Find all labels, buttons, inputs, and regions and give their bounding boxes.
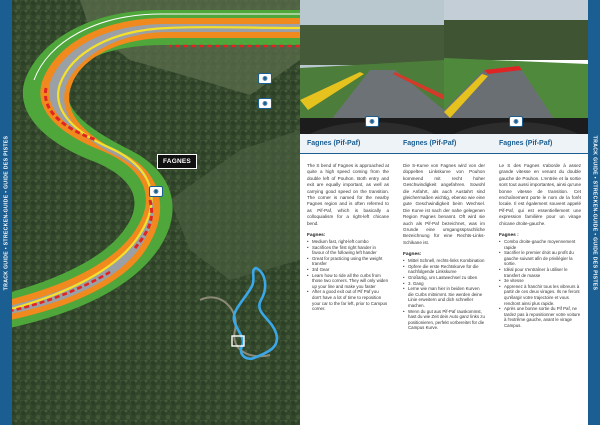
right-page-text	[300, 0, 600, 425]
camera-marker-3[interactable]: ◉	[149, 186, 163, 197]
tips-list	[307, 239, 389, 312]
tip-item: • Wenn du gut aus Pif-Paf rauskommst, hast du wie Zeit dein Auto ganz links zu positionieren, perfekt vorbereitet für die Campus Kurve.	[403, 309, 485, 331]
tip-item: • Learn how to ride all the curbs from those two corners. They will only widen up your line and make you faster	[307, 273, 389, 290]
tip-item: • Lerne wie man hier in beiden Kurven die Curbs mitnimmt. Sie werden deine Linie erweitern und dich schneller machen.	[403, 286, 485, 308]
tip-item: • Medium fast, right-left combo	[307, 239, 389, 245]
tip-item: • Opfere die erste Rechtskurve für die nachfolgende Linkskurve	[403, 264, 485, 275]
left-side-tab-text: TRACK GUIDE • STRECKEN-GUIDE • GUIDE DES PISTES	[3, 135, 10, 290]
right-side-tab	[588, 0, 600, 425]
tips-list	[403, 258, 485, 331]
tips-title: Fagnes:	[403, 252, 422, 258]
column-body: Die S-Kurve von Fagnes wird von der doppelten Linkskurve von Pouhon kommend mit recht hoher Geschwindigkeit angefahren. Sowohl die Anfahrt, als auch Austahrt sind gleichermaßen wichtig, ebenso wie eine gute Geschwindigkeit beim Wechsel. Die Kurve ist nach der nahe gelegenen Region Fagnes benannt. Oft wird sie auch als Pif-Paf bezeichnet, was im Grunde eine umgangssprachliche Bezeichnung für eine Rechts-Links-Schikane ist.	[403, 163, 485, 245]
tip-item: • 3. Gang	[403, 281, 485, 287]
photo-marker-2[interactable]: ◉	[509, 116, 523, 127]
column-heading: Fagnes (Pif-Paf)	[396, 134, 492, 154]
tip-item: • Great for practicing using the weight transfer	[307, 256, 389, 267]
tip-item: • Idéal pour s'entraîner à utiliser le transfert de masse	[499, 267, 581, 278]
corner-label-fagnes: FAGNES	[157, 154, 197, 169]
text-columns	[300, 134, 588, 425]
right-side-tab-text: TRACK GUIDE • STRECKEN-GUIDE • GUIDE DES PISTES	[591, 135, 598, 290]
column-german	[396, 134, 492, 425]
onboard-photo-2	[444, 0, 588, 134]
circuit-inset-outline	[226, 258, 296, 378]
tips-title: Fagnes:	[307, 233, 326, 239]
tips-list	[499, 239, 581, 329]
column-heading: Fagnes (Pif-Paf)	[492, 134, 588, 154]
column-english	[300, 134, 396, 425]
column-body: The S bend of Fagnes is approached at quite a high speed coming from the double left of Pouhon. Both entry and exit are equally important, as well as carrying good speed on the transition. The corner is named for the nearby Fagnes region and is often referred to as Pif-Paf, which is basically a colloquialism for a right-left chicane bend.	[307, 163, 389, 226]
tips-title: Fagnes :	[499, 233, 519, 239]
tip-item: • Mittel Schnell, rechts-links Kombination	[403, 258, 485, 264]
tip-item: • 3rd Gear	[307, 267, 389, 273]
tip-item: • Sacrifier le premier droit au profit du gauche suivant afin de privilégier la sortie.	[499, 250, 581, 267]
tip-item: • Combo droite-gauche moyennement rapide	[499, 239, 581, 250]
tip-item: • Après une bonne sortie du Pif Paf, ne tardez pas à repositionner votre voiture à l'extrême gauche, avant le virage Campus.	[499, 306, 581, 328]
tip-item: • After a good exit out of Pif Paf you don't have a lot of time to reposition your car to the far left, prior to Campus corner.	[307, 289, 389, 311]
onboard-photo-1	[300, 0, 444, 134]
tip-item: • Sacrifices the first right hander in favour of the following left hander	[307, 245, 389, 256]
column-heading: Fagnes (Pif-Paf)	[300, 134, 396, 154]
tip-item: • Apprenez à franchir tous les vibreurs à partir de ces deux virages. Ils ne feront qu'élargir votre trajectoire et vous rendront ainsi plus rapide.	[499, 284, 581, 306]
photo-marker-1[interactable]: ◉	[365, 116, 379, 127]
column-french	[492, 134, 588, 425]
column-body: Le S des Fagnes s'aborde à assez grande vitesse en venant du double gauche de Pouhon. L'entrée et la sortie sont tout aussi importantes, ainsi qu'une bonne vitesse de transition. Cet enchaînement porte le nom de la forêt locale. Il est également souvent appelé Pif-Paf, qui est essentiellement une expression familière pour un virage chicane droite-gauche.	[499, 163, 581, 226]
camera-marker-2[interactable]: ◉	[258, 98, 272, 109]
left-side-tab	[0, 0, 12, 425]
tip-item: • 3e vitesse	[499, 278, 581, 284]
tip-item: • Großartig, um Lastwechsel zu üben	[403, 275, 485, 281]
onboard-photos	[300, 0, 588, 134]
camera-marker-1[interactable]: ◉	[258, 73, 272, 84]
